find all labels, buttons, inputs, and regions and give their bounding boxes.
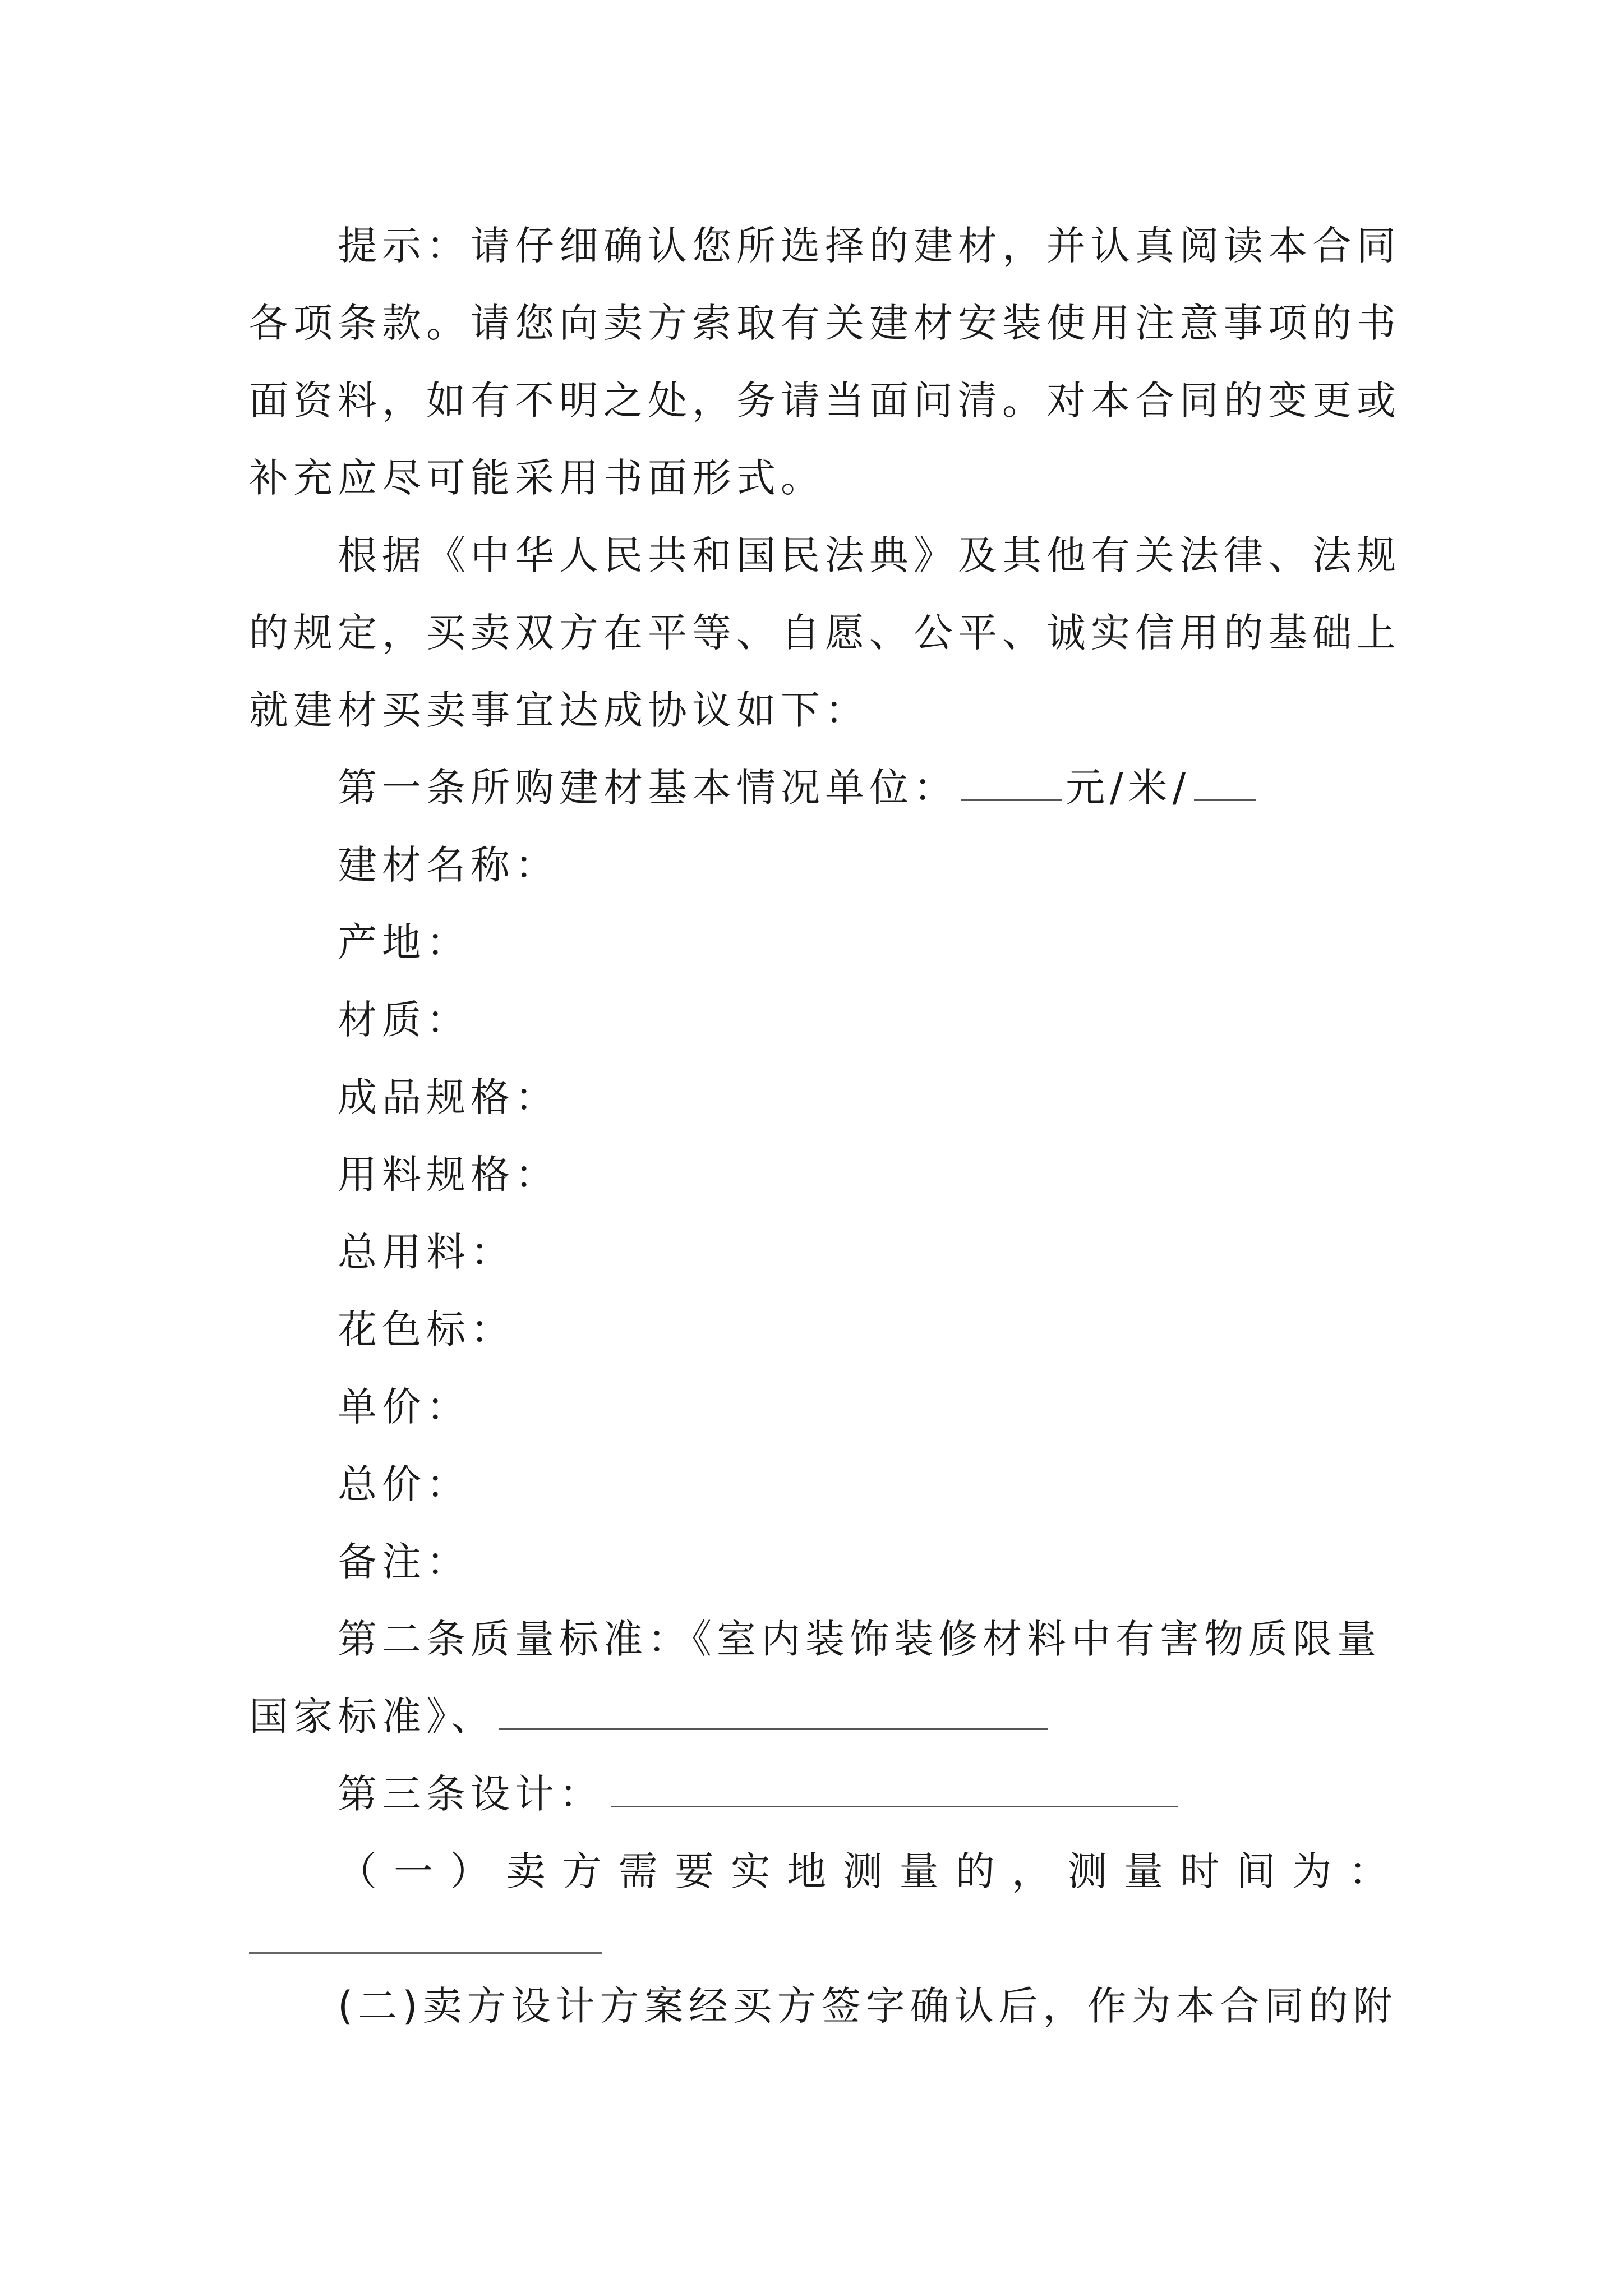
article-2-line-2-text: 国家标准》、: [249, 1694, 495, 1740]
item-1-char: （: [338, 1848, 382, 1894]
notice-line-3: 面资料，如有不明之处，务请当面问清。对本合同的变更或: [249, 378, 1401, 424]
field-total-material: 总用料：: [338, 1229, 515, 1275]
field-color-mark: 花色标：: [338, 1306, 515, 1352]
unit-blank-2[interactable]: [1194, 794, 1256, 801]
article-1-unit-text: 元/米/: [1066, 765, 1191, 811]
article-3-heading-text: 第三条设计：: [338, 1771, 603, 1817]
article-2-line-2: [249, 1690, 1393, 1743]
basis-line-2: 的规定，买卖双方在平等、自愿、公平、诚实信用的基础上: [249, 610, 1401, 656]
item-1-char: 量: [1124, 1848, 1169, 1894]
item-1-char: 测: [1068, 1848, 1113, 1894]
item-1-char: ）: [450, 1848, 495, 1894]
item-1-char: 方: [562, 1848, 607, 1894]
item-1-char: 为: [1292, 1848, 1337, 1894]
article-1-heading-text: 第一条所购建材基本情况单位：: [338, 765, 958, 811]
article-1-heading: [338, 761, 1393, 815]
item-1-char: 卖: [506, 1848, 551, 1894]
standard-blank[interactable]: [499, 1723, 1048, 1730]
article-3-item-2: (二)卖方设计方案经买方签字确认后，作为本合同的附: [338, 1983, 1398, 2029]
item-1-char: ，: [1011, 1848, 1056, 1894]
notice-line-1: 提示：请仔细确认您所选择的建材，并认真阅读本合同: [338, 223, 1401, 269]
item-1-char: 间: [1236, 1848, 1281, 1894]
field-remarks: 备注：: [338, 1539, 471, 1585]
item-1-char: 需: [618, 1848, 663, 1894]
field-material-name: 建材名称：: [338, 842, 559, 888]
field-origin: 产地：: [338, 919, 471, 965]
notice-line-4: 补充应尽可能采用书面形式。: [249, 455, 825, 501]
unit-blank-1[interactable]: [961, 794, 1062, 801]
item-1-char: 时: [1180, 1848, 1225, 1894]
measure-time-blank[interactable]: [249, 1952, 602, 1954]
item-1-char: 一: [394, 1848, 439, 1894]
article-3-heading: [338, 1767, 1393, 1821]
notice-line-2: 各项条款。请您向卖方索取有关建材安装使用注意事项的书: [249, 300, 1401, 346]
field-texture: 材质：: [338, 997, 471, 1043]
item-1-char: ：: [1348, 1848, 1393, 1894]
basis-line-1: 根据《中华人民共和国民法典》及其他有关法律、法规: [338, 532, 1401, 578]
design-blank[interactable]: [611, 1800, 1178, 1807]
item-1-char: 地: [787, 1848, 832, 1894]
article-3-item-1: [338, 1844, 1393, 1898]
item-1-char: 量: [899, 1848, 944, 1894]
field-product-spec: 成品规格：: [338, 1074, 559, 1120]
item-1-char: 要: [674, 1848, 719, 1894]
field-total-price: 总价：: [338, 1461, 471, 1507]
article-2-line-1: 第二条质量标准：《室内装饰装修材料中有害物质限量: [338, 1616, 1381, 1662]
field-unit-price: 单价：: [338, 1384, 471, 1430]
item-1-char: 实: [731, 1848, 776, 1894]
item-1-char: 的: [955, 1848, 1000, 1894]
field-material-spec: 用料规格：: [338, 1152, 559, 1198]
basis-line-3: 就建材买卖事宜达成协议如下：: [249, 687, 869, 733]
item-1-char: 测: [843, 1848, 888, 1894]
